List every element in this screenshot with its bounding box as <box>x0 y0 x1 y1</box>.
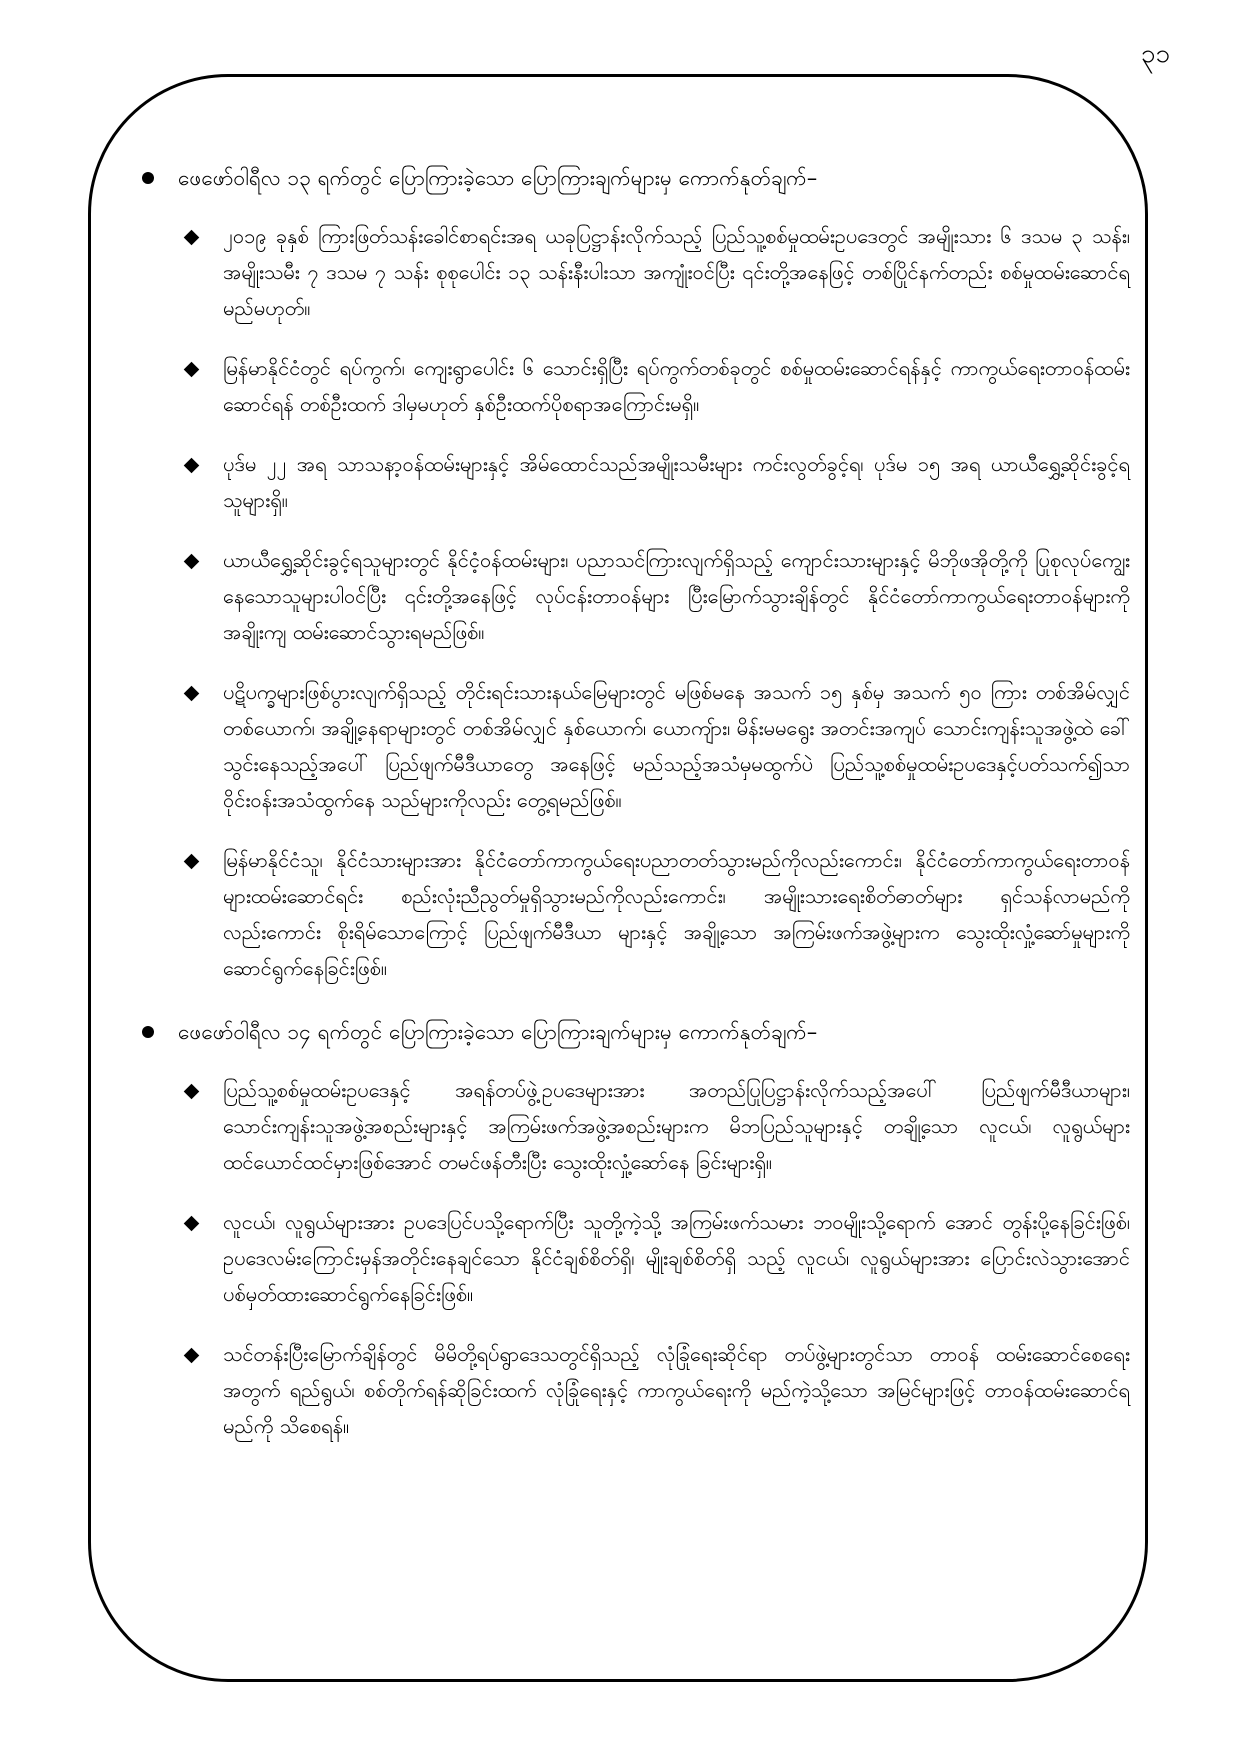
list-item <box>182 842 1130 986</box>
list-item-text: ပုဒ်မ ၂၂ အရ သာသနာ့ဝန်ထမ်းများနှင့် အိမ်ထောင်သည်အမျိုးသမီးများ ကင်းလွတ်ခွင့်ရ၊ ပုဒ်မ ၁၅ အရ ယာယီရွှေ့ဆိုင်းခွင့်ရသူများရှိ။ <box>223 452 1130 512</box>
diamond-bullet-icon <box>184 362 200 378</box>
section-heading-text: ဖေဖော်ဝါရီလ ၁၃ ရက်တွင် ပြောကြားခဲ့သော ပြောကြားချက်များမှ ကောက်နုတ်ချက်– <box>178 166 818 190</box>
list-item <box>182 218 1130 326</box>
diamond-bullet-icon <box>184 554 200 570</box>
document-body <box>130 160 1130 1472</box>
list-item <box>182 542 1130 650</box>
section-heading <box>130 160 1130 196</box>
diamond-bullet-icon <box>184 230 200 246</box>
list-item <box>182 1072 1130 1180</box>
section-feb-13 <box>130 160 1130 986</box>
diamond-bullet-icon <box>184 854 200 870</box>
list-item-text: မြန်မာနိုင်ငံသူ၊ နိုင်ငံသားများအား နိုင်ငံတော်ကာကွယ်ရေးပညာတတ်သွားမည်ကိုလည်းကောင်း၊ နိုင်ငံတော်ကာကွယ်ရေးတာဝန်များထမ်းဆောင်ရင်း စည်းလုံးညီညွတ်မှုရှိသွားမည်ကိုလည်းကောင်း၊ အမျိုးသားရေးစိတ်ဓာတ်များ ရှင်သန်လာမည်ကိုလည်းကောင်း စိုးရိမ်သောကြောင့် ပြည်ဖျက်မီဒီယာ များနှင့် အချို့သော အကြမ်းဖက်အဖွဲ့များက သွေးထိုးလှုံ့ဆော်မှုများကို ဆောင်ရွက်နေခြင်းဖြစ်။ <box>223 848 1130 980</box>
list-item-text: ယာယီရွှေ့ဆိုင်းခွင့်ရသူများတွင် နိုင်ငံ့ဝန်ထမ်းများ၊ ပညာသင်ကြားလျက်ရှိသည့် ကျောင်းသားများနှင့် မိဘိုဖအိုတို့ကို ပြုစုလုပ်ကျွေးနေသောသူများပါဝင်ပြီး ၎င်းတို့အနေဖြင့် လုပ်ငန်းတာဝန်များ ပြီးမြောက်သွားချိန်တွင် နိုင်ငံတော်ကာကွယ်ရေးတာဝန်များကို အချိုးကျ ထမ်းဆောင်သွားရမည်ဖြစ်။ <box>223 548 1130 644</box>
list-item-text: လူငယ်၊ လူရွယ်များအား ဥပဒေပြင်ပသို့ရောက်ပြီး သူတို့ကဲ့သို့ အကြမ်းဖက်သမား ဘဝမျိုးသို့ရောက် အောင် တွန်းပို့နေခြင်းဖြစ်၊ ဥပဒေလမ်းကြောင်းမှန်အတိုင်းနေချင်သော နိုင်ငံချစ်စိတ်ရှိ၊ မျိုးချစ်စိတ်ရှိ သည့် လူငယ်၊ လူရွယ်များအား ပြောင်းလဲသွားအောင် ပစ်မှတ်ထားဆောင်ရွက်နေခြင်းဖြစ်။ <box>223 1210 1130 1306</box>
list-item <box>182 674 1130 818</box>
section-heading <box>130 1014 1130 1050</box>
section-feb-14 <box>130 1014 1130 1444</box>
section-heading-text: ဖေဖော်ဝါရီလ ၁၄ ရက်တွင် ပြောကြားခဲ့သော ပြောကြားချက်များမှ ကောက်နုတ်ချက်– <box>178 1020 818 1044</box>
list-item-text: ပဋိပက္ခများဖြစ်ပွားလျက်ရှိသည့် တိုင်းရင်းသားနယ်မြေများတွင် မဖြစ်မနေ အသက် ၁၅ နှစ်မှ အသက် ၅၀ ကြား တစ်အိမ်လျှင် တစ်ယောက်၊ အချို့နေရာများတွင် တစ်အိမ်လျှင် နှစ်ယောက်၊ ယောကျ်ား၊ မိန်းမမရွေး အတင်းအကျပ် သောင်းကျန်းသူအဖွဲ့ထဲ ခေါ်သွင်းနေသည့်အပေါ် ပြည်ဖျက်မီဒီယာတွေ အနေဖြင့် မည်သည့်အသံမှမထွက်ပဲ ပြည်သူ့စစ်မှုထမ်းဥပဒေနှင့်ပတ်သက်၍သာ ဝိုင်းဝန်းအသံထွက်နေ သည်များကိုလည်း တွေ့ရမည်ဖြစ်။ <box>223 680 1130 812</box>
list-item <box>182 446 1130 518</box>
list-item-text: သင်တန်းပြီးမြောက်ချိန်တွင် မိမိတို့ရပ်ရွာဒေသတွင်ရှိသည့် လုံခြုံရေးဆိုင်ရာ တပ်ဖွဲ့များတွင်သာ တာဝန် ထမ်းဆောင်စေရေးအတွက် ရည်ရွယ်၊ စစ်တိုက်ရန်ဆိုခြင်းထက် လုံခြုံရေးနှင့် ကာကွယ်ရေးကို မည်ကဲ့သို့သော အမြင်များဖြင့် တာဝန်ထမ်းဆောင်ရမည်ကို သိစေရန်။ <box>223 1342 1130 1438</box>
diamond-bullet-icon <box>184 1084 200 1100</box>
bullet-list <box>130 1072 1130 1444</box>
list-item-text: ၂၀၁၉ ခုနှစ် ကြားဖြတ်သန်းခေါင်စာရင်းအရ ယခုပြဋ္ဌာန်းလိုက်သည့် ပြည်သူ့စစ်မှုထမ်းဥပဒေတွင် အမျိုးသား ၆ ဒသမ ၃ သန်း၊ အမျိုးသမီး ၇ ဒသမ ၇ သန်း စုစုပေါင်း ၁၃ သန်းနီးပါးသာ အကျုံးဝင်ပြီး ၎င်းတို့အနေဖြင့် တစ်ပြိုင်နက်တည်း စစ်မှုထမ်းဆောင်ရမည်မဟုတ်။ <box>223 224 1130 320</box>
list-item <box>182 1336 1130 1444</box>
list-item <box>182 1204 1130 1312</box>
diamond-bullet-icon <box>184 1216 200 1232</box>
list-item <box>182 350 1130 422</box>
diamond-bullet-icon <box>184 458 200 474</box>
round-bullet-icon <box>142 1026 154 1038</box>
list-item-text: ပြည်သူ့စစ်မှုထမ်းဥပဒေနှင့် အရန်တပ်ဖွဲ့ဥပဒေများအား အတည်ပြုပြဋ္ဌာန်းလိုက်သည့်အပေါ် ပြည်ဖျက်မီဒီယာများ၊ သောင်းကျန်းသူအဖွဲ့အစည်းများနှင့် အကြမ်းဖက်အဖွဲ့အစည်းများက မိဘပြည်သူများနှင့် တချို့သော လူငယ်၊ လူရွယ်များ ထင်ယောင်ထင်မှားဖြစ်အောင် တမင်ဖန်တီးပြီး သွေးထိုးလှုံ့ဆော်နေ ခြင်းများရှိ။ <box>223 1078 1130 1174</box>
diamond-bullet-icon <box>184 686 200 702</box>
list-item-text: မြန်မာနိုင်ငံတွင် ရပ်ကွက်၊ ကျေးရွာပေါင်း ၆ သောင်းရှိပြီး ရပ်ကွက်တစ်ခုတွင် စစ်မှုထမ်းဆောင်ရန်နှင့် ကာကွယ်ရေးတာဝန်ထမ်းဆောင်ရန် တစ်ဦးထက် ဒါမှမဟုတ် နှစ်ဦးထက်ပိုစရာအကြောင်းမရှိ။ <box>223 356 1130 416</box>
page-number: ၃၁ <box>1140 39 1170 69</box>
diamond-bullet-icon <box>184 1348 200 1364</box>
round-bullet-icon <box>142 172 154 184</box>
bullet-list <box>130 218 1130 986</box>
